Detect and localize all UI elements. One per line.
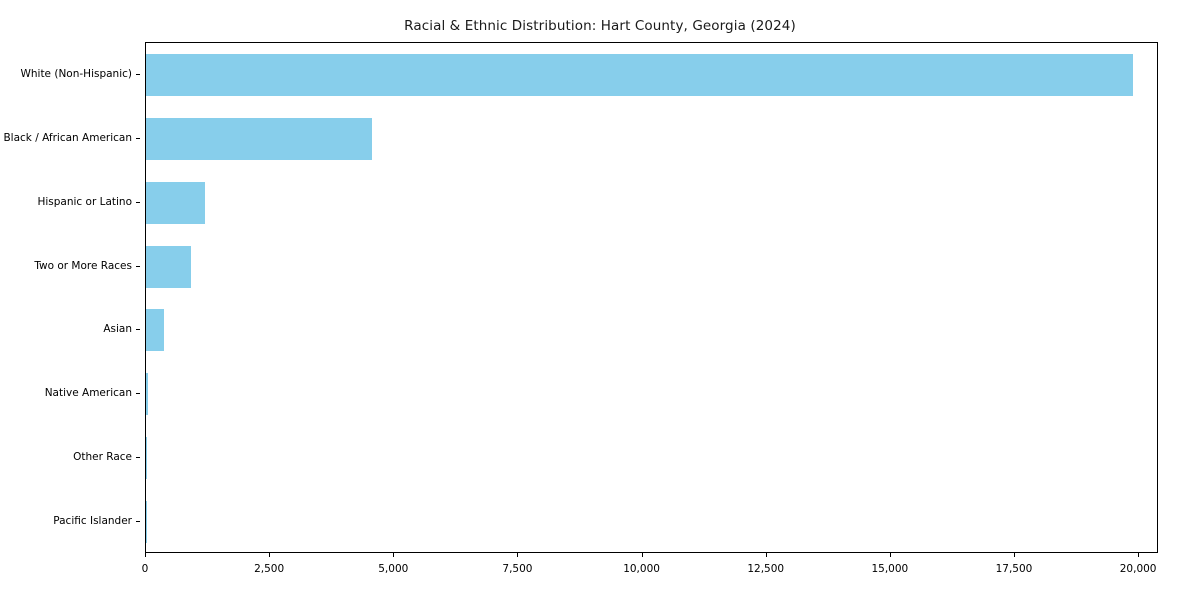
y-tick-mark [136, 393, 140, 394]
x-tick-label: 15,000 [871, 563, 909, 575]
bar [146, 373, 148, 415]
y-tick-mark [136, 74, 140, 75]
plot-area [145, 42, 1158, 553]
y-tick-label: Hispanic or Latino [37, 195, 132, 208]
x-tick-mark [393, 553, 394, 557]
x-tick-mark [890, 553, 891, 557]
y-tick-label: Two or More Races [34, 259, 132, 272]
y-tick-label: White (Non-Hispanic) [20, 67, 132, 80]
bar [146, 54, 1133, 96]
x-axis-tick-labels [141, 553, 1158, 583]
y-tick-mark [136, 202, 140, 203]
y-tick-label: Black / African American [3, 131, 132, 144]
y-tick-mark [136, 457, 140, 458]
y-tick-mark [136, 138, 140, 139]
y-tick-mark [136, 329, 140, 330]
chart-title: Racial & Ethnic Distribution: Hart County, Georgia (2024) [404, 18, 796, 34]
bar [146, 501, 147, 543]
x-tick-mark [145, 553, 146, 557]
bar [146, 118, 372, 160]
bar [146, 437, 147, 479]
x-tick-label: 5,000 [378, 563, 409, 575]
y-axis-tick-labels [0, 42, 140, 553]
x-tick-mark [642, 553, 643, 557]
bar-series [146, 43, 1157, 552]
x-tick-mark [1014, 553, 1015, 557]
x-tick-label: 17,500 [995, 563, 1033, 575]
bar [146, 182, 205, 224]
x-tick-mark [269, 553, 270, 557]
x-tick-mark [1138, 553, 1139, 557]
y-tick-label: Pacific Islander [53, 515, 132, 528]
y-tick-label: Native American [44, 387, 132, 400]
bar [146, 246, 191, 288]
x-tick-label: 20,000 [1119, 563, 1157, 575]
x-tick-label: 12,500 [747, 563, 785, 575]
x-tick-label: 0 [141, 563, 149, 575]
x-tick-label: 10,000 [623, 563, 660, 575]
x-tick-label: 7,500 [502, 563, 533, 575]
y-tick-mark [136, 521, 140, 522]
bar [146, 309, 164, 351]
x-tick-mark [517, 553, 518, 557]
y-tick-mark [136, 266, 140, 267]
y-tick-label: Asian [103, 323, 132, 336]
x-tick-label: 2,500 [254, 563, 285, 575]
x-tick-mark [766, 553, 767, 557]
y-tick-label: Other Race [73, 451, 132, 464]
